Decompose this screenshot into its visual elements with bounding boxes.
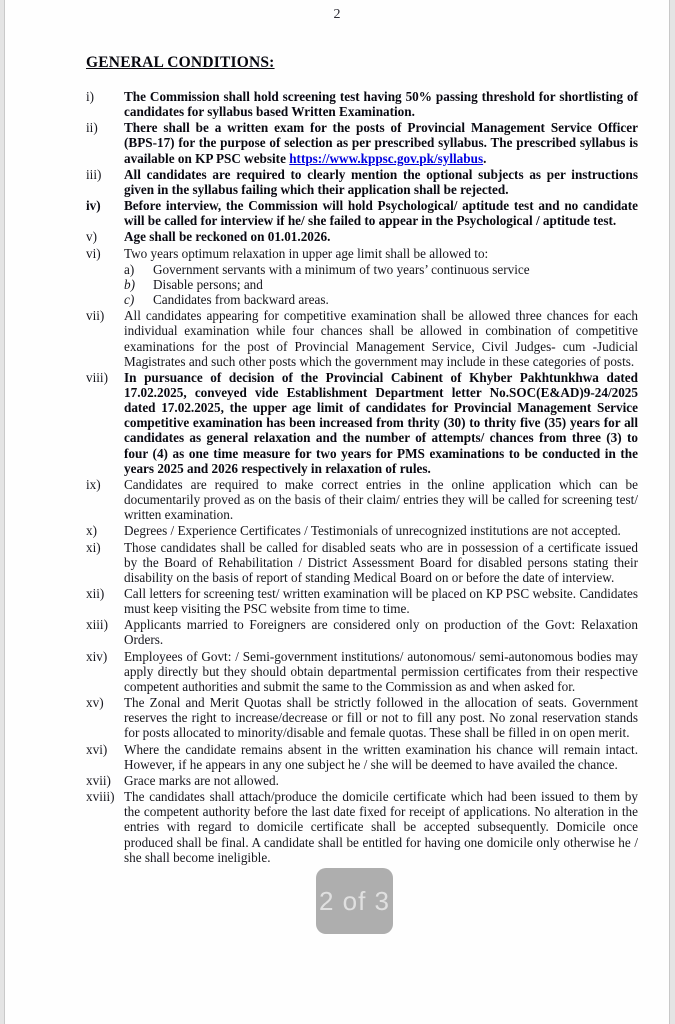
- condition-marker: vii): [86, 308, 105, 324]
- condition-item: [86, 308, 638, 369]
- condition-item: [86, 523, 638, 538]
- condition-sub-list: [124, 262, 638, 307]
- sub-item-marker: c): [124, 292, 135, 308]
- condition-text-span: The Zonal and Merit Quotas shall be strictly followed in the allocation of seats. Government reserves the right to increase/decrease or fill or not to fill any post. No zonal reservation stands for posts allocated to minority/disable and female quotas. These shall be filled in on open merit.: [124, 695, 638, 741]
- condition-marker: vi): [86, 245, 101, 261]
- condition-text: [124, 198, 638, 228]
- condition-item: [86, 586, 638, 616]
- condition-item: [86, 649, 638, 694]
- page-content: [86, 54, 638, 866]
- condition-text-span: Applicants married to Foreigners are considered only on production of the Govt: Relaxation Orders.: [124, 617, 638, 648]
- condition-item: [86, 229, 638, 244]
- condition-text: [124, 617, 638, 647]
- sub-item-marker: a): [124, 261, 135, 277]
- condition-text: [124, 167, 638, 197]
- condition-item: [86, 617, 638, 647]
- condition-text: [124, 540, 638, 585]
- condition-marker: x): [86, 523, 97, 539]
- condition-text-span: Grace marks are not allowed.: [124, 772, 279, 788]
- condition-marker: xv): [86, 695, 104, 711]
- condition-text-span: Candidates are required to make correct entries in the online application which can be documentarily proved as on the basis of their claim/ entries they will be called for screening test/ written examination.: [124, 476, 638, 523]
- condition-text-span: All candidates are required to clearly mention the optional subjects as per instructions given in the syllabus failing which their application shall be rejected.: [124, 166, 638, 197]
- condition-marker: iii): [86, 166, 102, 182]
- condition-marker: iv): [86, 198, 101, 214]
- condition-text: [124, 649, 638, 694]
- section-heading: GENERAL CONDITIONS:: [86, 54, 275, 71]
- sub-item-text: Disable persons; and: [153, 276, 263, 292]
- condition-item: [86, 540, 638, 585]
- condition-sub-item: [124, 277, 638, 292]
- condition-marker: xii): [86, 586, 105, 601]
- condition-item: [86, 167, 638, 197]
- condition-item: [86, 370, 638, 476]
- condition-marker: xvii): [86, 772, 111, 788]
- condition-text: [124, 246, 638, 308]
- condition-marker: viii): [86, 369, 108, 385]
- page-indicator-badge: 2 of 3: [316, 868, 393, 934]
- sub-item-text: Candidates from backward areas.: [153, 292, 329, 308]
- sub-item-marker: b): [124, 276, 135, 292]
- condition-text-before-link: There shall be a written exam for the posts of Provincial Management Service Officer (BPS-17) for the purpose of selection as per prescribed syllabus. The prescribed syllabus is available on KP PSC website: [124, 120, 638, 166]
- condition-text: [124, 586, 638, 616]
- conditions-list: [86, 89, 638, 865]
- condition-marker: ix): [86, 476, 101, 492]
- sub-item-text: Government servants with a minimum of two years’ continuous service: [153, 261, 530, 277]
- condition-marker: xiii): [86, 617, 108, 633]
- condition-item: [86, 742, 638, 772]
- condition-item: [86, 773, 638, 788]
- condition-marker: xvi): [86, 741, 108, 757]
- condition-text-span: Those candidates shall be called for disabled seats who are in possession of a certificate issued by the Board of Rehabilitation / District Assessment Board for disabled persons stating their disability on the basis of report of standing Medical Board on or before the date of interview.: [124, 539, 638, 585]
- condition-text: [124, 789, 638, 865]
- condition-text: [124, 477, 638, 522]
- condition-text-span: Two years optimum relaxation in upper age limit shall be allowed to:: [124, 245, 489, 261]
- condition-marker: xviii): [86, 789, 115, 805]
- condition-text-span: Call letters for screening test/ written examination will be placed on KP PSC website. Candidates must keep visiting the PSC website from time to time.: [124, 586, 638, 617]
- condition-text-span: Where the candidate remains absent in the written examination his chance will remain intact. However, if he appears in any one subject he / she will be deemed to have availed the chance.: [124, 741, 638, 772]
- condition-text: [124, 742, 638, 772]
- condition-text: [124, 229, 638, 244]
- condition-text-span: Age shall be reckoned on 01.01.2026.: [124, 229, 331, 245]
- page-number: 2: [333, 7, 341, 22]
- condition-marker: ii): [86, 120, 98, 136]
- condition-marker: v): [86, 229, 97, 245]
- condition-item: [86, 477, 638, 522]
- condition-item: [86, 120, 638, 165]
- condition-text: [124, 120, 638, 165]
- condition-marker: xiv): [86, 648, 108, 664]
- condition-text-span: Before interview, the Commission will hold Psychological/ aptitude test and no candidate will be called for interview if he/ she failed to appear in the Psychological / aptitude test.: [124, 198, 638, 229]
- condition-text-after-link: .: [483, 150, 487, 166]
- condition-text: [124, 308, 638, 369]
- condition-text: [124, 89, 638, 119]
- condition-item: [86, 198, 638, 228]
- condition-marker: i): [86, 89, 95, 104]
- condition-text-span: All candidates appearing for competitive examination shall be allowed three chances for each individual examination while four chances shall be allowed in combination of competitive examinations for the post of Provincial Management Service, Civil Judges- cum -Judicial Magistrates and such other posts which the government may include in these categories of posts.: [124, 308, 638, 369]
- condition-text-span: In pursuance of decision of the Provincial Cabinent of Khyber Pakhtunkhwa dated 17.02.2025, conveyed vide Establishment Department letter No.SOC(E&AD)9-24/2025 dated 17.02.2025, the upper age limit of candidates for Provincial Management Service competitive examination has been increased from thrity (30) to thrity five (35) years for all candidates as general relaxation and the number of attempts/ chances from three (3) to four (4) as one time measure for two years for PMS examinations to be conducted in the years 2025 and 2026 respectively in relaxation of rules.: [124, 369, 638, 476]
- condition-sub-item: [124, 262, 638, 277]
- condition-text: [124, 370, 638, 476]
- condition-item: [86, 789, 638, 865]
- condition-text-span: The Commission shall hold screening test having 50% passing threshold for shortlisting of candidates for syllabus based Written Examination.: [124, 89, 638, 120]
- condition-text-span: The candidates shall attach/produce the domicile certificate which had been issued to them by the competent authority before the last date fixed for receipt of applications. No alteration in the entries with regard to domicile certificate shall be accepted subsequently. Domicile once produced shall be final. A candidate shall be entitled for having one domicile only otherwise he / she shall become ineligible.: [124, 789, 638, 865]
- condition-text: [124, 695, 638, 740]
- condition-sub-item: [124, 292, 638, 307]
- condition-text-span: Degrees / Experience Certificates / Testimonials of unrecognized institutions are not accepted.: [124, 523, 621, 539]
- condition-text: [124, 773, 638, 788]
- condition-item: [86, 89, 638, 119]
- condition-marker: xi): [86, 539, 101, 555]
- condition-text-span: Employees of Govt: / Semi-government institutions/ autonomous/ semi-autonomous bodies may apply directly but they should obtain departmental permission certificates from their respective competent authorities and submit the same to the Commission as and when asked for.: [124, 648, 638, 694]
- condition-item: [86, 246, 638, 308]
- condition-item: [86, 695, 638, 740]
- syllabus-link[interactable]: https://www.kppsc.gov.pk/syllabus: [289, 150, 484, 166]
- condition-text: [124, 523, 638, 538]
